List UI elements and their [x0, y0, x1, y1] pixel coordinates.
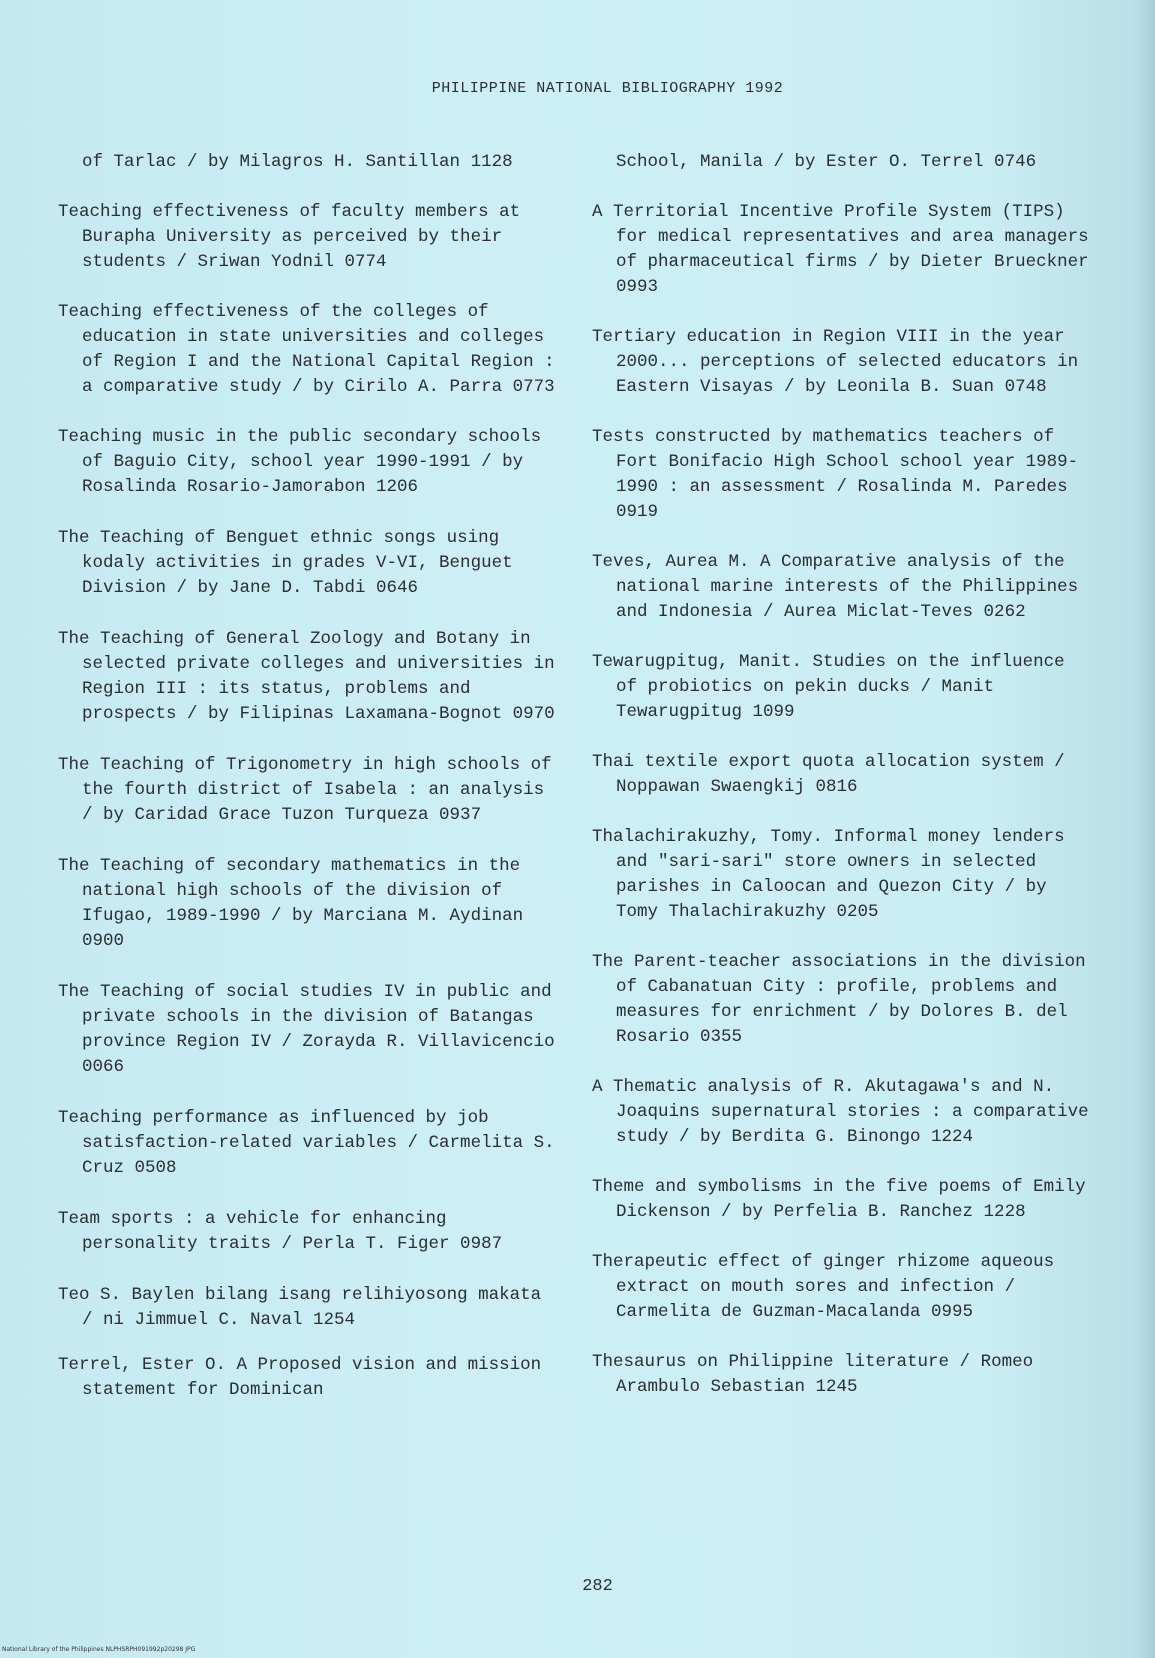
bib-entry: The Parent-teacher associations in the division of Cabanatuan City : profile, problems and measures for enrichment / by Dolores B. del Rosario 0355 — [592, 952, 1086, 1047]
page-header: PHILIPPINE NATIONAL BIBLIOGRAPHY 1992 — [431, 80, 784, 97]
bib-entry: Teo S. Baylen bilang isang relihiyosong makata / ni Jimmuel C. Naval 1254 — [58, 1285, 542, 1330]
bib-entry: Therapeutic effect of ginger rhizome aqueous extract on mouth sores and infection / Carmelita de Guzman-Macalanda 0995 — [592, 1252, 1055, 1322]
bib-entry: Thesaurus on Philippine literature / Romeo Arambulo Sebastian 1245 — [592, 1352, 1034, 1397]
bib-entry: Teaching effectiveness of the colleges of education in state universities and colleges of Region I and the National Capital Region : a comparative study / by Cirilo A. Parra 0773 — [58, 302, 555, 397]
left-column — [58, 150, 558, 1428]
bib-entry: Teaching performance as influenced by job satisfaction-related variables / Carmelita S. Cruz 0508 — [58, 1108, 555, 1178]
bib-entry: A Territorial Incentive Profile System (TIPS) for medical representatives and area managers of pharmaceutical firms / by Dieter Brueckner 0993 — [592, 202, 1089, 297]
bib-entry: Teaching effectiveness of faculty members at Burapha University as perceived by their students / Sriwan Yodnil 0774 — [58, 202, 521, 272]
bib-entry: Tertiary education in Region VIII in the year 2000... perceptions of selected educators in Eastern Visayas / by Leonila B. Suan 0748 — [592, 327, 1079, 397]
bib-entry: Team sports : a vehicle for enhancing personality traits / Perla T. Figer 0987 — [58, 1209, 503, 1254]
right-column — [592, 150, 1092, 1425]
bib-entry: A Thematic analysis of R. Akutagawa's and N. Joaquins supernatural stories : a comparative study / by Berdita G. Binongo 1224 — [592, 1077, 1089, 1147]
bib-entry: School, Manila / by Ester O. Terrel 0746 — [616, 152, 1037, 172]
bib-entry: Teaching music in the public secondary schools of Baguio City, school year 1990-1991 / by Rosalinda Rosario-Jamorabon 1206 — [58, 427, 542, 497]
bib-entry: Thalachirakuzhy, Tomy. Informal money lenders and "sari-sari" store owners in selected parishes in Caloocan and Quezon City / by Tomy Thalachirakuzhy 0205 — [592, 827, 1065, 922]
bib-entry: Teves, Aurea M. A Comparative analysis of the national marine interests of the Philippines and Indonesia / Aurea Miclat-Teves 0262 — [592, 552, 1079, 622]
bib-entry: Theme and symbolisms in the five poems of Emily Dickenson / by Perfelia B. Ranchez 1228 — [592, 1177, 1086, 1222]
bib-entry: Terrel, Ester O. A Proposed vision and mission statement for Dominican — [58, 1355, 542, 1400]
bib-entry: The Teaching of Benguet ethnic songs using kodaly activities in grades V-VI, Benguet Division / by Jane D. Tabdi 0646 — [58, 528, 513, 598]
bib-entry: The Teaching of General Zoology and Botany in selected private colleges and universities in Region III : its status, problems and prospects / by Filipinas Laxamana-Bognot 0970 — [58, 629, 555, 724]
bib-entry: Tests constructed by mathematics teachers of Fort Bonifacio High School school year 1989-1990 : an assessment / Rosalinda M. Paredes 0919 — [592, 427, 1079, 522]
bib-entry: Tewarugpitug, Manit. Studies on the influence of probiotics on pekin ducks / Manit Tewarugpitug 1099 — [592, 652, 1065, 722]
scan-footer: National Library of the Philippines NLPHSRPH091992p20298 JPG — [2, 1646, 196, 1653]
bib-entry: Thai textile export quota allocation system / Noppawan Swaengkij 0816 — [592, 752, 1065, 797]
bib-entry: The Teaching of secondary mathematics in the national high schools of the division of Ifugao, 1989-1990 / by Marciana M. Aydinan 0900 — [58, 856, 524, 951]
bib-entry: of Tarlac / by Milagros H. Santillan 1128 — [82, 152, 513, 172]
bib-entry: The Teaching of social studies IV in public and private schools in the division of Batangas province Region IV / Zorayda R. Villavicencio 0066 — [58, 982, 555, 1077]
page-number: 282 — [582, 1577, 613, 1596]
bib-entry: The Teaching of Trigonometry in high schools of the fourth district of Isabela : an analysis / by Caridad Grace Tuzon Turqueza 0937 — [58, 755, 552, 825]
scan-edge-shadow — [1135, 0, 1155, 1658]
